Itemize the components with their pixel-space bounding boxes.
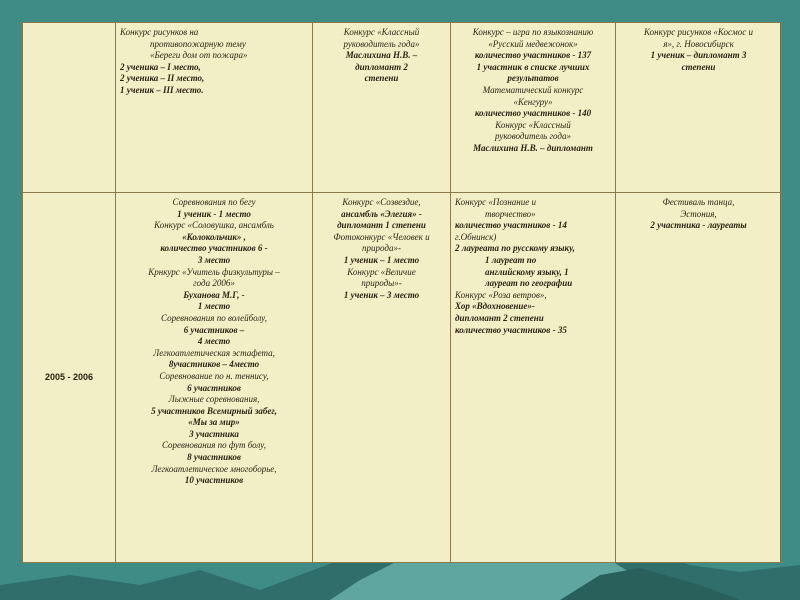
cell-r2-c1 [116, 193, 313, 563]
cell-line: года 2006» [193, 278, 235, 289]
cell-r1-c1 [116, 23, 313, 193]
cell-line: Конкурс рисунков «Космос и [644, 27, 753, 37]
cell-line: лауреат по географии [485, 278, 573, 289]
cell-line: 6 участников [187, 382, 241, 393]
cell-line: природы»- [361, 278, 402, 289]
cell-line: Фестиваль танца, [662, 197, 735, 207]
cell-line: Конкурс «Соловушка, ансамбль [154, 220, 274, 231]
cell-line: Конкурс – игра по языкознанию [472, 27, 594, 37]
cell-line: руководитель года» [495, 131, 571, 142]
cell-line: «Береги дом от пожара» [150, 50, 248, 61]
achievements-table [22, 22, 782, 563]
cell-line: дипломант 2 степени [455, 312, 544, 323]
cell-line: количество участников - 14 [455, 220, 567, 231]
cell-line: Легкоатлетическое многоборье, [151, 463, 277, 474]
cell-line: 1 ученик - 1 место [177, 208, 251, 219]
cell-line: степени [364, 73, 399, 84]
cell-line: Соревнования по волейболу, [161, 312, 267, 323]
cell-line: количество участников - 137 [474, 50, 592, 61]
cell-line: природа»- [362, 243, 401, 254]
cell-line: Конкурс «Классный [343, 27, 420, 37]
cell-line: Соревнования по фут болу, [161, 440, 267, 451]
cell-line: дипломант 1 степени [337, 220, 426, 231]
cell-r2-c4 [616, 193, 782, 563]
cell-line: результатов [507, 73, 559, 84]
cell-line: Конкурс «Познание и [455, 197, 536, 207]
cell-line: Конкурс рисунков на [120, 27, 199, 37]
cell-line: Конкурс «Роза ветров», [455, 289, 547, 300]
cell-line: Хор «Вдохновение»- [455, 301, 535, 312]
cell-line: «Русский медвежонок» [488, 38, 578, 49]
cell-line: ансамбль «Элегия» - [341, 208, 422, 219]
cell-line: степени [681, 61, 716, 72]
cell-line: Конкурс «Созвездие, [342, 197, 421, 207]
cell-line: Маслихина Н.В. – дипломант [473, 142, 593, 153]
cell-line: 2 ученика – I место, [120, 61, 201, 72]
cell-line: 3 участника [189, 428, 239, 439]
cell-line: дипломант 2 [355, 61, 408, 72]
cell-line: 1 участник в списке лучших [476, 61, 590, 72]
cell-r1-c4 [616, 23, 782, 193]
cell-line: «Мы за мир» [188, 417, 240, 428]
cell-line: 2 лауреата по русскому языку, [455, 243, 575, 254]
cell-line: Конкурс «Величие [347, 266, 416, 277]
cell-line: творчество» [485, 208, 536, 219]
cell-line: Крнкурс «Учитель физкультуры – [148, 266, 280, 277]
cell-line: 1 ученик – 1 место [343, 254, 420, 265]
cell-line: 2 ученика – II место, [120, 73, 205, 84]
table-row [23, 23, 782, 193]
cell-line: руководитель года» [343, 38, 420, 49]
cell-line: 1 лауреат по [485, 254, 537, 265]
cell-line: Фотоконкурс «Человек и [333, 231, 430, 242]
cell-line: Эстония, [680, 208, 717, 219]
cell-line: Соревнования по бегу [172, 197, 256, 207]
cell-line: 1 ученик – дипломант 3 [650, 50, 747, 61]
cell-line: Маслихина Н.В. – [345, 50, 418, 61]
cell-line: Конкурс «Классный [495, 119, 571, 130]
cell-line: 3 место [197, 254, 231, 265]
cell-line: 10 участников [184, 475, 244, 486]
cell-line: «Кенгуру» [513, 96, 553, 107]
cell-line: 1 место [197, 301, 231, 312]
cell-line: 2 участника - лауреаты [650, 220, 747, 231]
cell-line: 5 участников Всемирный забег, [151, 405, 277, 416]
cell-r1-c3 [451, 23, 616, 193]
cell-line: Буханова М.Г, - [183, 289, 245, 300]
cell-line: количество участников 6 - [160, 243, 268, 254]
year-spacer-cell [23, 23, 116, 193]
cell-line: Соревнование по н. теннису, [159, 370, 269, 381]
cell-line: 8участников – 4место [168, 359, 260, 370]
cell-line: г.Обнинск) [455, 231, 497, 242]
cell-line: 4 место [197, 336, 231, 347]
cell-line: Лыжные соревнования, [168, 394, 260, 405]
cell-line: Легкоатлетическая эстафета, [153, 347, 275, 358]
cell-line: 8 участников [187, 452, 241, 463]
cell-r2-c2 [313, 193, 451, 563]
cell-line: противопожарную тему [150, 38, 246, 49]
cell-line: я», г. Новосибирск [663, 38, 734, 49]
cell-line: английскому языку, 1 [485, 266, 569, 277]
cell-r1-c2 [313, 23, 451, 193]
cell-line: 1 ученик – 3 место [343, 289, 420, 300]
cell-r2-c3 [451, 193, 616, 563]
cell-line: 1 ученик – III место. [120, 84, 204, 95]
cell-line: 6 участников – [183, 324, 245, 335]
cell-line: «Колокольчик» , [182, 231, 246, 242]
year-label: 2005 - 2006 [23, 193, 116, 563]
cell-line: количество участников - 35 [455, 324, 567, 335]
cell-line: количество участников - 140 [474, 108, 592, 119]
cell-line: Математический конкурс [482, 84, 584, 95]
table-row [23, 193, 782, 563]
